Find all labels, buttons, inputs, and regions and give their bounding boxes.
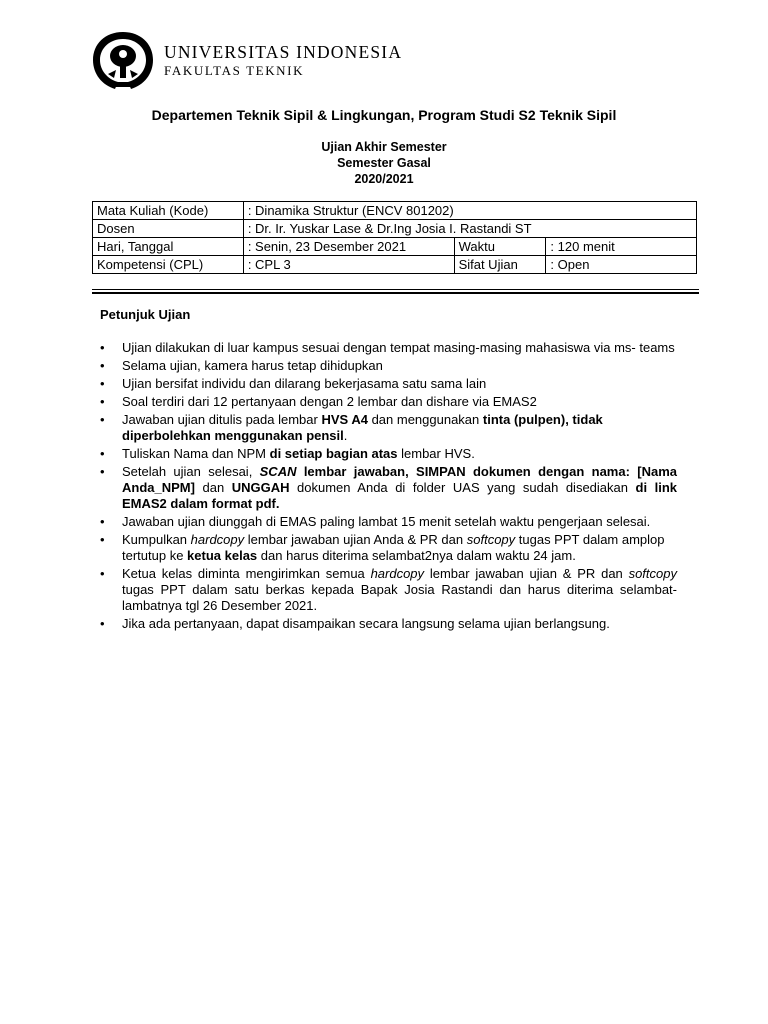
- list-item: • Kumpulkan hardcopy lembar jawaban ujian Anda & PR dan softcopy tugas PPT dalam amplop tertutup ke ketua kelas dan harus diterima selambat2nya dalam waktu 24 jam.: [100, 532, 677, 564]
- competency-label: Kompetensi (CPL): [93, 256, 244, 274]
- course-value: : Dinamika Struktur (ENCV 801202): [243, 202, 696, 220]
- table-row: [93, 238, 697, 256]
- exam-nature-value: : Open: [546, 256, 697, 274]
- time-value: : 120 menit: [546, 238, 697, 256]
- university-name: UNIVERSITAS INDONESIA: [164, 42, 403, 62]
- list-item: • Selama ujian, kamera harus tetap dihidupkan: [100, 358, 677, 374]
- exam-info-table: [92, 201, 697, 274]
- list-item: • Jika ada pertanyaan, dapat disampaikan secara langsung selama ujian berlangsung.: [100, 616, 677, 632]
- lecturer-value: : Dr. Ir. Yuskar Lase & Dr.Ing Josia I. Rastandi ST: [243, 220, 696, 238]
- time-label: Waktu: [454, 238, 546, 256]
- faculty-name: FAKULTAS TEKNIK: [164, 63, 305, 78]
- instructions-list: [100, 340, 677, 634]
- list-item: • Ketua kelas diminta mengirimkan semua hardcopy lembar jawaban ujian & PR dan softcopy tugas PPT dalam satu berkas kepada Bapak Josia Rastandi dan harus diterima selambat-lambatnya tgl 26 Desember 2021.: [100, 566, 677, 614]
- lecturer-label: Dosen: [93, 220, 244, 238]
- exam-heading: [0, 139, 768, 187]
- course-label: Mata Kuliah (Kode): [93, 202, 244, 220]
- list-item: • Jawaban ujian diunggah di EMAS paling lambat 15 menit setelah waktu pengerjaan selesai.: [100, 514, 677, 530]
- list-item: • Ujian bersifat individu dan dilarang bekerjasama satu sama lain: [100, 376, 677, 392]
- date-value: : Senin, 23 Desember 2021: [243, 238, 454, 256]
- list-item: • Setelah ujian selesai, SCAN lembar jawaban, SIMPAN dokumen dengan nama: [Nama Anda_NPM] dan UNGGAH dokumen Anda di folder UAS yang sudah disediakan di link EMAS2 dalam format pdf.: [100, 464, 677, 512]
- divider: [92, 292, 699, 294]
- university-logo-icon: [90, 30, 156, 92]
- list-item: • Tuliskan Nama dan NPM di setiap bagian atas lembar HVS.: [100, 446, 677, 462]
- list-item: • Soal terdiri dari 12 pertanyaan dengan 2 lembar dan dishare via EMAS2: [100, 394, 677, 410]
- instructions-title: Petunjuk Ujian: [100, 307, 191, 322]
- list-item: • Jawaban ujian ditulis pada lembar HVS A4 dan menggunakan tinta (pulpen), tidak diperbolehkan menggunakan pensil.: [100, 412, 677, 444]
- date-label: Hari, Tanggal: [93, 238, 244, 256]
- list-item: • Ujian dilakukan di luar kampus sesuai dengan tempat masing-masing mahasiswa via ms- teams: [100, 340, 677, 356]
- exam-year: 2020/2021: [354, 172, 414, 186]
- department-title: Departemen Teknik Sipil & Lingkungan, Program Studi S2 Teknik Sipil: [151, 107, 617, 123]
- exam-nature-label: Sifat Ujian: [454, 256, 546, 274]
- exam-title: Ujian Akhir Semester: [321, 140, 447, 154]
- table-row: [93, 256, 697, 274]
- competency-value: : CPL 3: [243, 256, 454, 274]
- exam-semester: Semester Gasal: [337, 156, 431, 170]
- divider: [92, 289, 699, 290]
- table-row: [93, 220, 697, 238]
- table-row: [93, 202, 697, 220]
